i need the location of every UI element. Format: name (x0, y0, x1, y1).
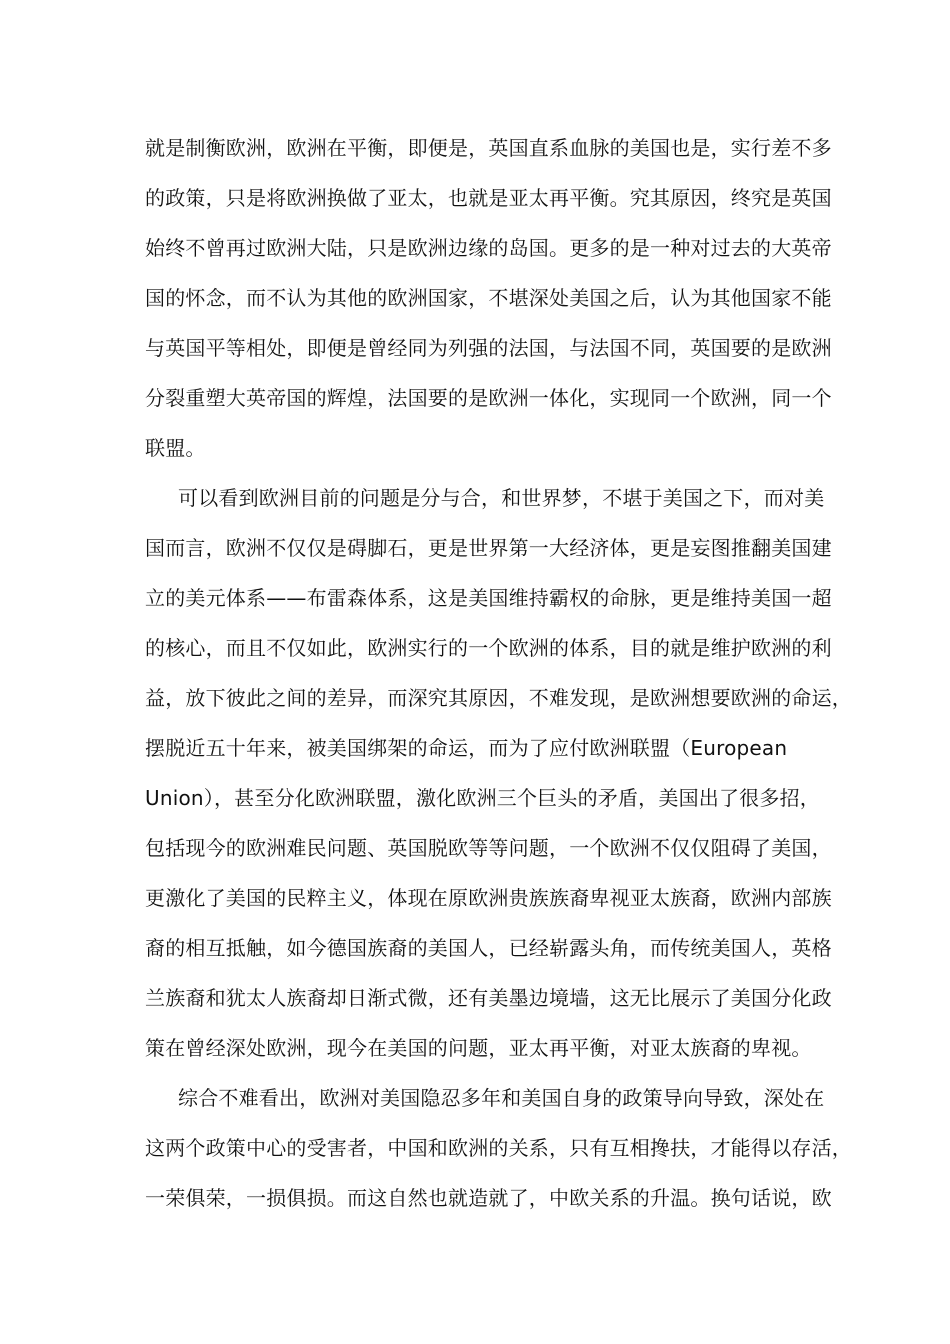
text-line: 国而言，欧洲不仅仅是碍脚石，更是世界第一大经济体，更是妄图推翻美国建 (145, 536, 832, 560)
paragraph-2 (145, 478, 852, 1078)
text-line: 的核心，而且不仅如此，欧洲实行的一个欧洲的体系，目的就是维护欧洲的利 (145, 636, 832, 660)
text-line: 的政策，只是将欧洲换做了亚太，也就是亚太再平衡。究其原因，终究是英国 (145, 186, 832, 210)
text-line: 综合不难看出，欧洲对美国隐忍多年和美国自身的政策导向导致，深处在 (178, 1086, 825, 1110)
text-line: 与英国平等相处，即便是曾经同为列强的法国，与法国不同，英国要的是欧洲 (145, 336, 832, 360)
text-line: 摆脱近五十年来，被美国绑架的命运，而为了应付欧洲联盟（European (145, 736, 788, 760)
text-line: 益，放下彼此之间的差异，而深究其原因，不难发现，是欧洲想要欧洲的命运， (145, 686, 852, 710)
text-line: 国的怀念，而不认为其他的欧洲国家，不堪深处美国之后，认为其他国家不能 (145, 286, 832, 310)
paragraph-3 (145, 1078, 852, 1228)
text-line: 始终不曾再过欧洲大陆，只是欧洲边缘的岛国。更多的是一种对过去的大英帝 (145, 236, 832, 260)
text-line: Union），甚至分化欧洲联盟，激化欧洲三个巨头的矛盾，美国出了很多招， (145, 786, 820, 810)
document-body (145, 128, 852, 1228)
text-line: 策在曾经深处欧洲，现今在美国的问题，亚太再平衡，对亚太族裔的卑视。 (145, 1036, 812, 1060)
text-line: 一荣俱荣，一损俱损。而这自然也就造就了，中欧关系的升温。换句话说，欧 (145, 1186, 832, 1210)
text-line: 联盟。 (145, 436, 206, 460)
text-line: 兰族裔和犹太人族裔却日渐式微，还有美墨边境墙，这无比展示了美国分化政 (145, 986, 832, 1010)
text-line: 可以看到欧洲目前的问题是分与合，和世界梦，不堪于美国之下，而对美 (178, 486, 825, 510)
paragraph-1 (145, 128, 832, 478)
text-line: 就是制衡欧洲，欧洲在平衡，即便是，英国直系血脉的美国也是，实行差不多 (145, 136, 832, 160)
text-line: 这两个政策中心的受害者，中国和欧洲的关系，只有互相搀扶，才能得以存活， (145, 1136, 852, 1160)
text-line: 更激化了美国的民粹主义，体现在原欧洲贵族族裔卑视亚太族裔，欧洲内部族 (145, 886, 832, 910)
text-line: 裔的相互抵触，如今德国族裔的美国人，已经崭露头角，而传统美国人，英格 (145, 936, 832, 960)
text-line: 包括现今的欧洲难民问题、英国脱欧等等问题，一个欧洲不仅仅阻碍了美国， (145, 836, 832, 860)
text-line: 分裂重塑大英帝国的辉煌，法国要的是欧洲一体化，实现同一个欧洲，同一个 (145, 386, 832, 410)
text-line: 立的美元体系——布雷森体系，这是美国维持霸权的命脉，更是维持美国一超 (145, 586, 832, 610)
